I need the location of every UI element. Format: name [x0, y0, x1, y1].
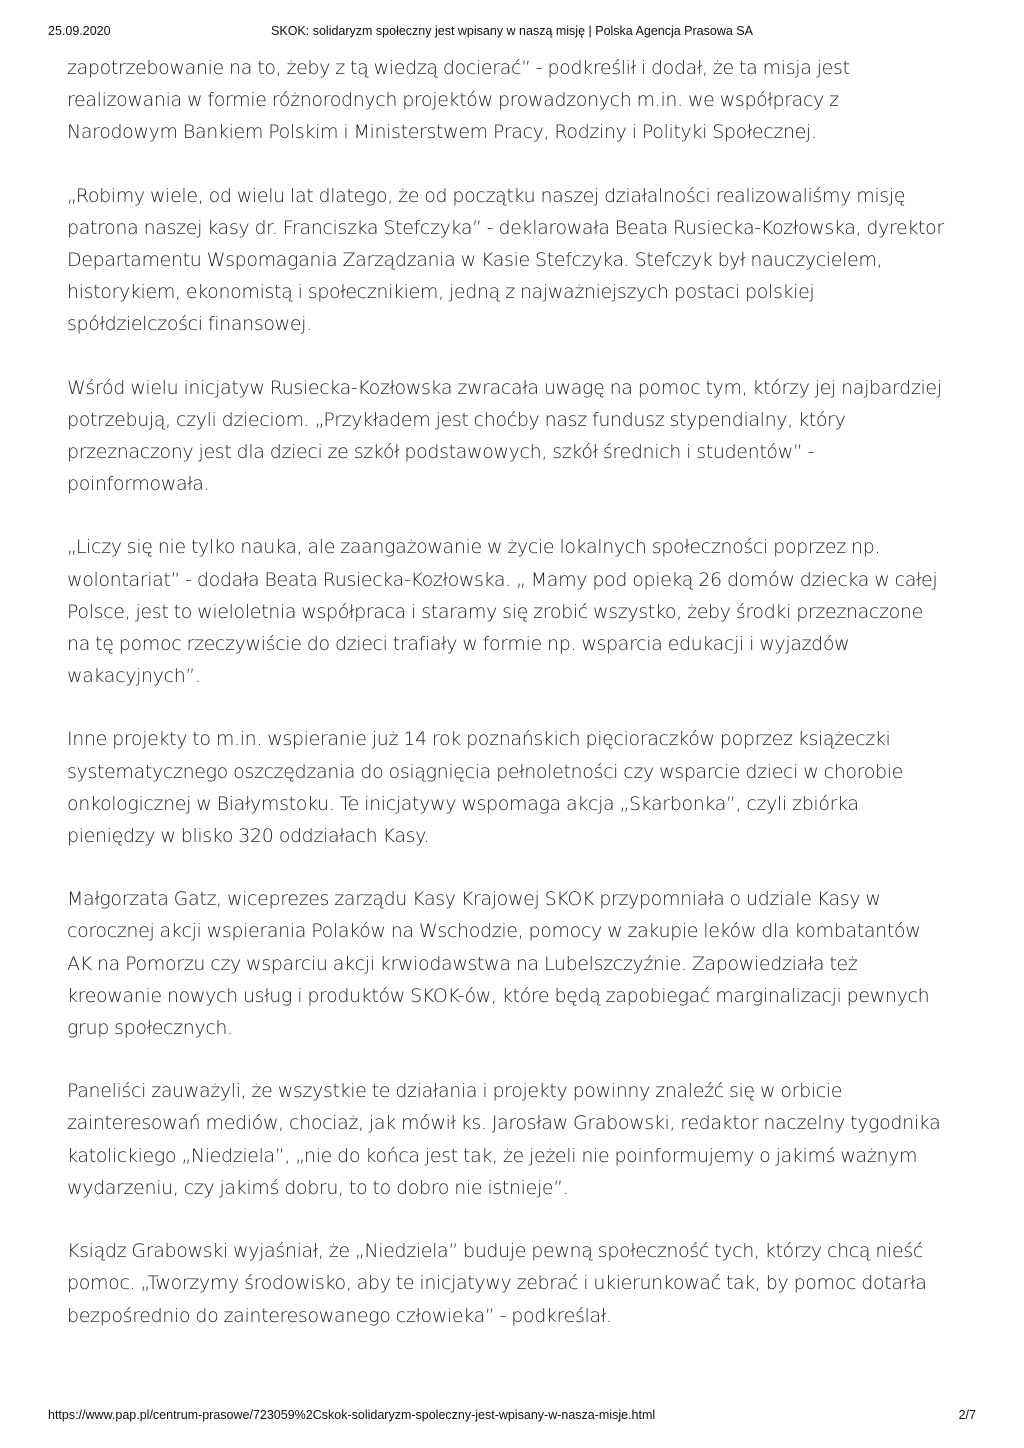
print-header	[48, 24, 976, 40]
article-paragraph: Inne projekty to m.in. wspieranie już 14 rok poznańskich pięcioraczków poprzez książeczki systematycznego oszczędzania do osiągnięcia pełnoletności czy wsparcie dzieci w chorobie onkologicznej w Białymstoku. Te inicjatywy wspomaga akcja „Skarbonka”, czyli zbiórka pieniędzy w blisko 320 oddziałach Kasy.	[67, 728, 903, 848]
print-date: 25.09.2020	[48, 24, 111, 38]
article-paragraph: Wśród wielu inicjatyw Rusiecka-Kozłowska zwracała uwagę na pomoc tym, którzy jej najbardziej potrzebują, czyli dzieciom. „Przykładem jest choćby nasz fundusz stypendialny, który przeznaczony jest dla dzieci ze szkół podstawowych, szkół średnich i studentów” - poinformowała.	[67, 376, 942, 496]
document-title: SKOK: solidaryzm społeczny jest wpisany w naszą misję | Polska Agencja Prasowa SA	[271, 24, 753, 38]
article-paragraph: „Robimy wiele, od wielu lat dlatego, że od początku naszej działalności realizowaliśmy misję patrona naszej kasy dr. Franciszka Stefczyka” - deklarowała Beata Rusiecka-Kozłowska, dyrektor Departamentu Wspomagania Zarządzania w Kasie Stefczyka. Stefczyk był nauczycielem, historykiem, ekonomistą i społecznikiem, jedną z najważniejszych postaci polskiej spółdzielczości finansowej.	[67, 184, 944, 336]
page-number: 2/7	[958, 1408, 976, 1422]
article-paragraph: Małgorzata Gatz, wiceprezes zarządu Kasy Krajowej SKOK przypomniała o udziale Kasy w corocznej akcji wspierania Polaków na Wschodzie, pomocy w zakupie leków dla kombatantów AK na Pomorzu czy wsparciu akcji krwiodawstwa na Lubelszczyźnie. Zapowiedziała też kreowanie nowych usług i produktów SKOK-ów, które będą zapobiegać marginalizacji pewnych grup społecznych.	[67, 888, 930, 1040]
article-paragraph: Ksiądz Grabowski wyjaśniał, że „Niedziela” buduje pewną społeczność tych, którzy chcą nieść pomoc. „Tworzymy środowisko, aby te inicjatywy zebrać i ukierunkować tak, by pomoc dotarła bezpośrednio do zainteresowanego człowieka” - podkreślał.	[67, 1240, 927, 1327]
article-paragraph: Paneliści zauważyli, że wszystkie te działania i projekty powinny znaleźć się w orbicie zainteresowań mediów, chociaż, jak mówił ks. Jarosław Grabowski, redaktor naczelny tygodnika katolickiego „Niedziela”, „nie do końca jest tak, że jeżeli nie poinformujemy o jakimś ważnym wydarzeniu, czy jakimś dobru, to to dobro nie istnieje”.	[67, 1080, 941, 1199]
print-footer	[48, 1408, 976, 1424]
page-url: https://www.pap.pl/centrum-prasowe/723059%2Cskok-solidaryzm-spoleczny-jest-wpisany-w-nasza-misje.html	[48, 1408, 656, 1422]
article-paragraph: „Liczy się nie tylko nauka, ale zaangażowanie w życie lokalnych społeczności poprzez np. wolontariat” - dodała Beata Rusiecka-Kozłowska. „ Mamy pod opieką 26 domów dziecka w całej Polsce, jest to wieloletnia współpraca i staramy się zrobić wszystko, żeby środki przeznaczone na tę pomoc rzeczywiście do dzieci trafiały w formie np. wsparcia edukacji i wyjazdów wakacyjnych”.	[67, 536, 938, 688]
article-body	[67, 52, 947, 1363]
article-paragraph: zapotrzebowanie na to, żeby z tą wiedzą docierać” - podkreślił i dodał, że ta misja jest realizowania w formie różnorodnych projektów prowadzonych m.in. we współpracy z Narodowym Bankiem Polskim i Ministerstwem Pracy, Rodziny i Polityki Społecznej.	[67, 57, 850, 144]
